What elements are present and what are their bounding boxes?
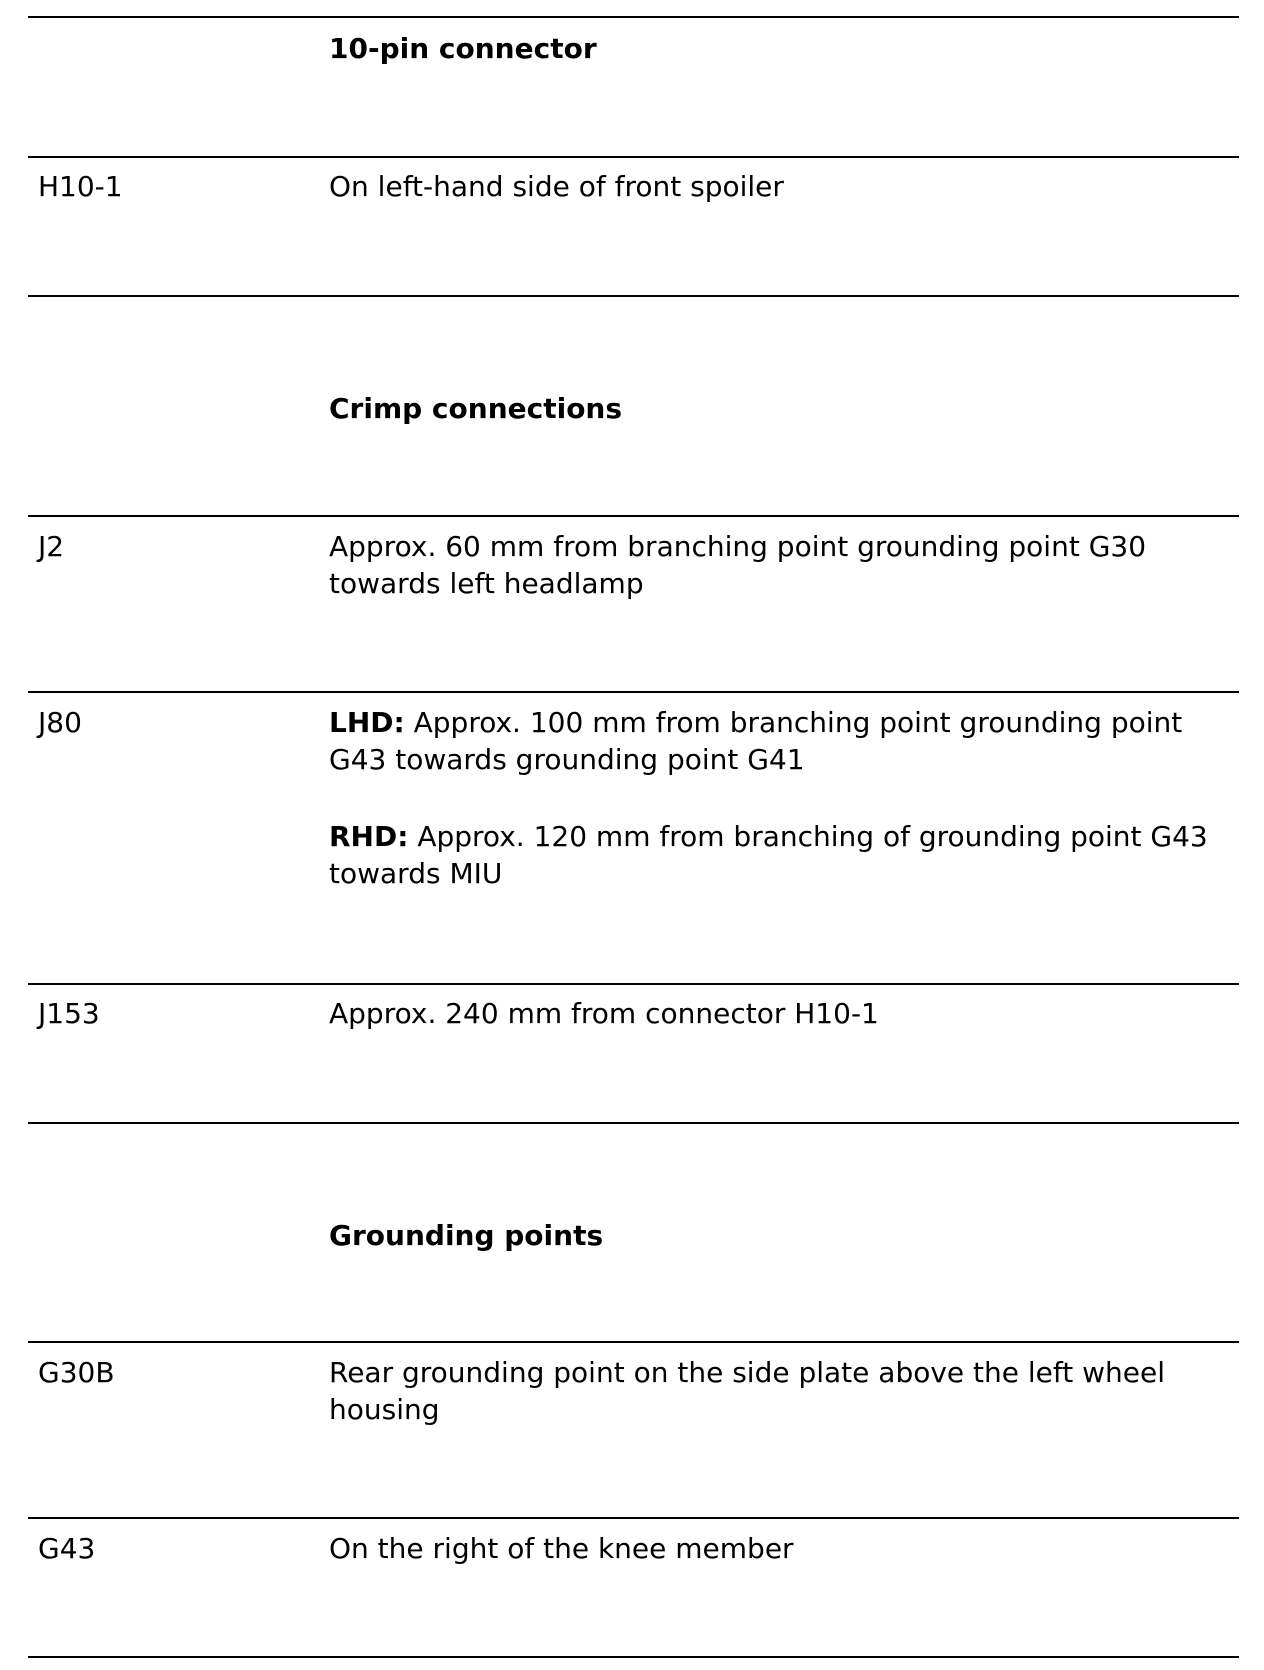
lhd-paragraph [329, 704, 1234, 778]
table-rule [28, 16, 1239, 18]
row-description-h10-1: On left-hand side of front spoiler [329, 170, 784, 203]
row-code-j153: J153 [38, 997, 100, 1030]
lhd-text: Approx. 100 mm from branching point grounding point G43 towards grounding point G41 [329, 706, 1183, 776]
table-rule [28, 983, 1239, 985]
row-code-g43: G43 [38, 1532, 96, 1565]
section-heading-grounding-points: Grounding points [329, 1219, 604, 1252]
table-rule [28, 295, 1239, 297]
row-description-j2: Approx. 60 mm from branching point grounding point G30 towards left headlamp [329, 530, 1147, 600]
row-description-g30b: Rear grounding point on the side plate above the left wheel housing [329, 1356, 1166, 1426]
row-description-g43: On the right of the knee member [329, 1532, 794, 1565]
table-rule [28, 1517, 1239, 1519]
row-code-g30b: G30B [38, 1356, 115, 1389]
table-rule [28, 1341, 1239, 1343]
row-description-j153: Approx. 240 mm from connector H10-1 [329, 997, 879, 1030]
section-heading-10-pin-connector: 10-pin connector [329, 32, 597, 65]
lhd-label: LHD: [329, 706, 405, 739]
table-rule [28, 691, 1239, 693]
rhd-paragraph [329, 818, 1234, 892]
row-code-h10-1: H10-1 [38, 170, 123, 203]
table-rule [28, 156, 1239, 158]
row-code-j2: J2 [38, 530, 65, 563]
row-description-j80 [329, 704, 1234, 892]
section-heading-crimp-connections: Crimp connections [329, 392, 623, 425]
row-code-j80: J80 [38, 706, 82, 739]
table-rule [28, 1122, 1239, 1124]
table-rule [28, 515, 1239, 517]
rhd-text: Approx. 120 mm from branching of grounding point G43 towards MIU [329, 820, 1208, 890]
rhd-label: RHD: [329, 820, 409, 853]
table-rule [28, 1656, 1239, 1658]
